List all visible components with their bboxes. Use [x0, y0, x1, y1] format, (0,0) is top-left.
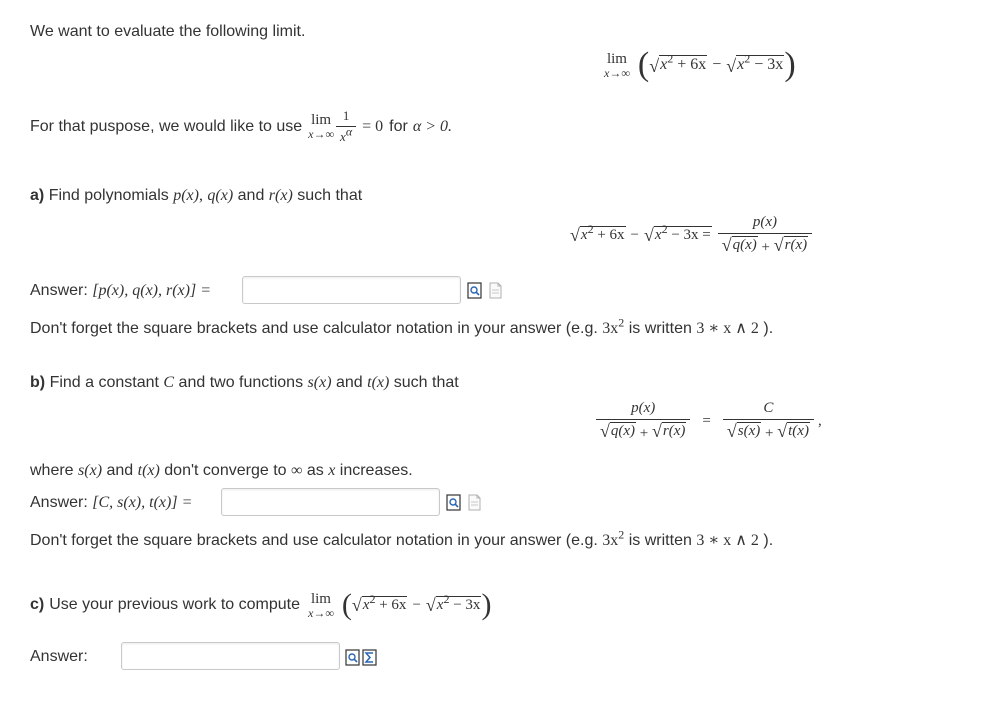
t-of-x: t(x)	[367, 374, 390, 391]
exponent: 2	[744, 51, 751, 66]
note-mid: is written	[628, 320, 692, 337]
note-mid: is written	[628, 532, 692, 549]
r-of-x: r(x)	[268, 187, 293, 204]
part-c-line	[30, 590, 491, 620]
right-paren: )	[784, 46, 796, 83]
part-a-note	[30, 315, 774, 338]
sqrt-second: √ $x^2 - 3x$ =	[644, 222, 711, 246]
fraction-numerator: p(x)	[752, 214, 778, 230]
note-example-exponent: 2	[618, 315, 625, 330]
comma: ,	[198, 187, 203, 204]
for-text: for	[389, 117, 408, 135]
limit-word: lim	[311, 112, 332, 128]
limit-word: lim	[310, 590, 331, 607]
part-b-label: b)	[30, 374, 46, 391]
preview-icon[interactable]	[446, 494, 461, 511]
increases-text: increases.	[339, 462, 413, 479]
right-paren: )	[481, 588, 492, 621]
purpose-limit-operator	[308, 113, 334, 140]
part-b-left-fraction	[596, 400, 690, 442]
part-a-answer-input[interactable]	[242, 276, 461, 304]
fraction-denominator: x	[340, 129, 346, 144]
exponent: 2	[667, 51, 674, 66]
part-b-answer-row	[30, 494, 192, 512]
fraction-numerator: 1	[342, 108, 350, 123]
answer-label: Answer:	[30, 282, 88, 299]
part-b-text: Find a constant	[49, 374, 159, 391]
t-of-x: t(x)	[788, 423, 809, 439]
constant-c: C	[163, 374, 175, 391]
part-c-answer-input[interactable]	[121, 642, 340, 670]
note-suffix: ).	[763, 532, 774, 549]
answer-label: Answer:	[30, 494, 88, 511]
purpose-line	[30, 108, 452, 145]
such-that-text: such that	[393, 374, 459, 391]
fraction-denominator: √ q(x) + √ r(x)	[718, 233, 812, 256]
help-document-icon[interactable]	[488, 282, 503, 299]
q-of-x: q(x)	[207, 187, 234, 204]
part-c-label: c)	[30, 596, 45, 613]
infinity-symbol: ∞	[290, 462, 303, 479]
minus-sign: −	[712, 56, 722, 73]
radicand-rest: + 6x	[379, 596, 407, 613]
note-example-exponent: 2	[618, 527, 625, 542]
part-b-text-2: and two functions	[178, 374, 304, 391]
radicand-rest: − 3x	[754, 56, 784, 74]
radicand-x: x	[436, 596, 444, 613]
minus-sign: −	[412, 596, 421, 613]
radicand-x: x	[580, 227, 588, 243]
main-limit-expression	[604, 48, 796, 82]
t-of-x: t(x)	[137, 462, 160, 479]
limit-operator	[604, 52, 630, 79]
q-of-x: q(x)	[610, 423, 636, 439]
variable-x: x	[328, 462, 336, 479]
and-text: and	[335, 374, 363, 391]
part-b-where-line	[30, 462, 413, 480]
s-of-x: s(x)	[307, 374, 332, 391]
equation-editor-icon[interactable]	[362, 649, 377, 666]
equals-zero: = 0	[362, 117, 384, 135]
limit-subscript: x→∞	[308, 605, 334, 620]
note-prefix: Don't forget the square brackets and use calculator notation in your answer (e.g.	[30, 532, 598, 549]
radicand-rest: − 3x =	[671, 227, 711, 243]
radicand-rest: − 3x	[453, 596, 481, 613]
part-a-answer-row	[30, 282, 211, 300]
part-b-note	[30, 527, 774, 550]
p-of-x: p(x)	[173, 187, 199, 204]
purpose-prefix: For that puspose, we would like to use	[30, 117, 303, 135]
purpose-fraction	[336, 108, 356, 145]
sqrt-first: √ $x^2 + 6x$	[351, 591, 407, 616]
plus-sign: +	[761, 239, 770, 256]
part-b-right-fraction	[723, 400, 814, 442]
fraction-denominator: √ s(x) + √ t(x)	[723, 419, 814, 442]
part-c-text: Use your previous work to compute	[49, 596, 301, 613]
part-b-answer-input[interactable]	[221, 488, 440, 516]
radicand-rest: + 6x	[597, 227, 625, 243]
radicand-x: x	[362, 596, 370, 613]
fraction-numerator: C	[763, 400, 774, 416]
limit-subscript: x→∞	[604, 65, 630, 80]
sqrt-second: √ $x^2 - 3x$	[726, 51, 784, 76]
note-suffix: ).	[763, 320, 774, 337]
fraction-denominator: √ q(x) + √ r(x)	[596, 419, 690, 442]
left-paren: (	[341, 588, 352, 621]
equals-sign: =	[702, 412, 711, 429]
part-a-text: Find polynomials	[48, 187, 169, 204]
note-example: 3x	[602, 532, 619, 549]
left-paren: (	[637, 46, 650, 83]
sqrt-first: √ $x^2 + 6x$	[649, 51, 707, 76]
note-prefix: Don't forget the square brackets and use calculator notation in your answer (e.g.	[30, 320, 598, 337]
exponent: 2	[587, 222, 594, 236]
fraction-numerator: p(x)	[631, 400, 656, 416]
plus-sign: +	[765, 425, 774, 442]
r-of-x: r(x)	[784, 237, 808, 253]
part-a-label: a)	[30, 187, 45, 204]
sqrt-second: √ $x^2 - 3x$	[425, 591, 481, 616]
note-calculator-notation: 3 ∗ x ∧ 2	[696, 532, 759, 549]
plus-sign: +	[639, 425, 649, 442]
limit-operator	[308, 592, 334, 619]
note-example: 3x	[602, 320, 619, 337]
part-b-heading	[30, 374, 459, 392]
minus-sign: −	[630, 226, 639, 243]
alpha-exponent: α	[345, 124, 353, 139]
part-b-equation	[596, 400, 822, 442]
limit-word: lim	[606, 50, 627, 67]
part-a-fraction	[718, 214, 812, 256]
and-text: and	[237, 187, 265, 204]
as-text: as	[306, 462, 324, 479]
part-a-equation	[570, 214, 812, 256]
radicand-x: x	[737, 56, 745, 74]
radicand-x: x	[654, 227, 662, 243]
s-of-x: s(x)	[78, 462, 103, 479]
part-a-heading	[30, 187, 362, 205]
trailing-comma: ,	[817, 412, 822, 429]
sqrt-first: √ $x^2 + 6x$	[570, 222, 625, 246]
exponent: 2	[661, 222, 668, 236]
s-of-x: s(x)	[737, 423, 761, 439]
alpha-condition: α > 0.	[412, 117, 453, 135]
help-document-icon[interactable]	[467, 494, 482, 511]
q-of-x: q(x)	[732, 237, 757, 253]
preview-icon[interactable]	[467, 282, 482, 299]
exponent: 2	[369, 591, 376, 606]
and-text: and	[106, 462, 134, 479]
radicand-x: x	[660, 56, 668, 74]
exponent: 2	[443, 591, 450, 606]
note-calculator-notation: 3 ∗ x ∧ 2	[696, 320, 759, 337]
answer-vector-label: [p(x), q(x), r(x)] =	[92, 282, 211, 299]
such-that-text: such that	[297, 187, 363, 204]
answer-vector-label: [C, s(x), t(x)] =	[92, 494, 193, 511]
r-of-x: r(x)	[662, 423, 686, 439]
part-c-answer-label: Answer:	[30, 648, 88, 665]
where-text: where	[30, 462, 74, 479]
radicand-rest: + 6x	[677, 56, 707, 74]
converge-text: don't converge to	[164, 462, 287, 479]
limit-subscript: x→∞	[308, 127, 335, 141]
intro-text: We want to evaluate the following limit.	[30, 23, 306, 40]
preview-icon[interactable]	[345, 649, 360, 666]
